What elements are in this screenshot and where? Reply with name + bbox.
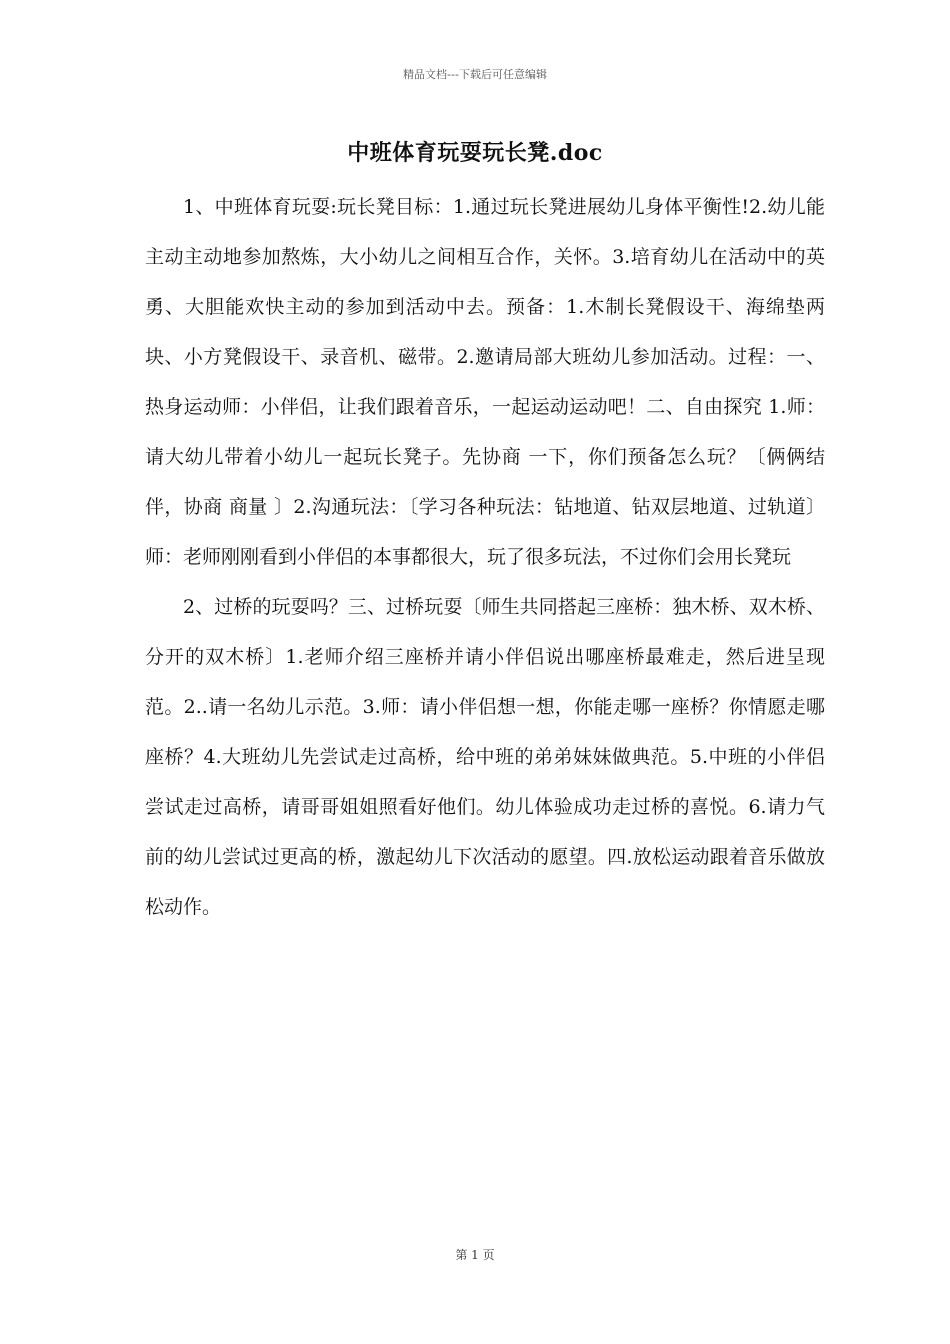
page-number: 第 1 页 [455, 1248, 495, 1262]
document-title: 中班体育玩耍玩长凳.doc [347, 140, 603, 166]
document-body [145, 182, 825, 932]
header-note: 精品文档---下载后可任意编辑 [403, 68, 547, 81]
paragraph-2: 2、过桥的玩耍吗？三、过桥玩耍〔师生共同搭起三座桥：独木桥、双木桥、分开的双木桥〕1.老师介绍三座桥并请小伴侣说出哪座桥最难走，然后进呈现范。2..请一名幼儿示范。3.师：请小伴侣想一想，你能走哪一座桥？你情愿走哪座桥？4.大班幼儿先尝试走过高桥，给中班的弟弟妹妹做典范。5.中班的小伴侣尝试走过高桥，请哥哥姐姐照看好他们。幼儿体验成功走过桥的喜悦。6.请力气前的幼儿尝试过更高的桥，激起幼儿下次活动的愿望。四.放松运动跟着音乐做放松动作。 [145, 596, 825, 918]
paragraph-1: 1、中班体育玩耍:玩长凳目标：1.通过玩长凳进展幼儿身体平衡性!2.幼儿能主动主动地参加熬炼，大小幼儿之间相互合作，关怀。3.培育幼儿在活动中的英勇、大胆能欢快主动的参加到活动中去。预备：1.木制长凳假设干、海绵垫两块、小方凳假设干、录音机、磁带。2.邀请局部大班幼儿参加活动。过程：一、热身运动师：小伴侣，让我们跟着音乐，一起运动运动吧！二、自由探究 1.师：请大幼儿带着小幼儿一起玩长凳子。先协商 一下，你们预备怎么玩？〔俩俩结伴，协商 商量 〕2.沟通玩法：〔学习各种玩法：钻地道、钻双层地道、过轨道〕师：老师刚刚看到小伴侣的本事都很大，玩了很多玩法，不过你们会用长凳玩 [145, 196, 825, 568]
